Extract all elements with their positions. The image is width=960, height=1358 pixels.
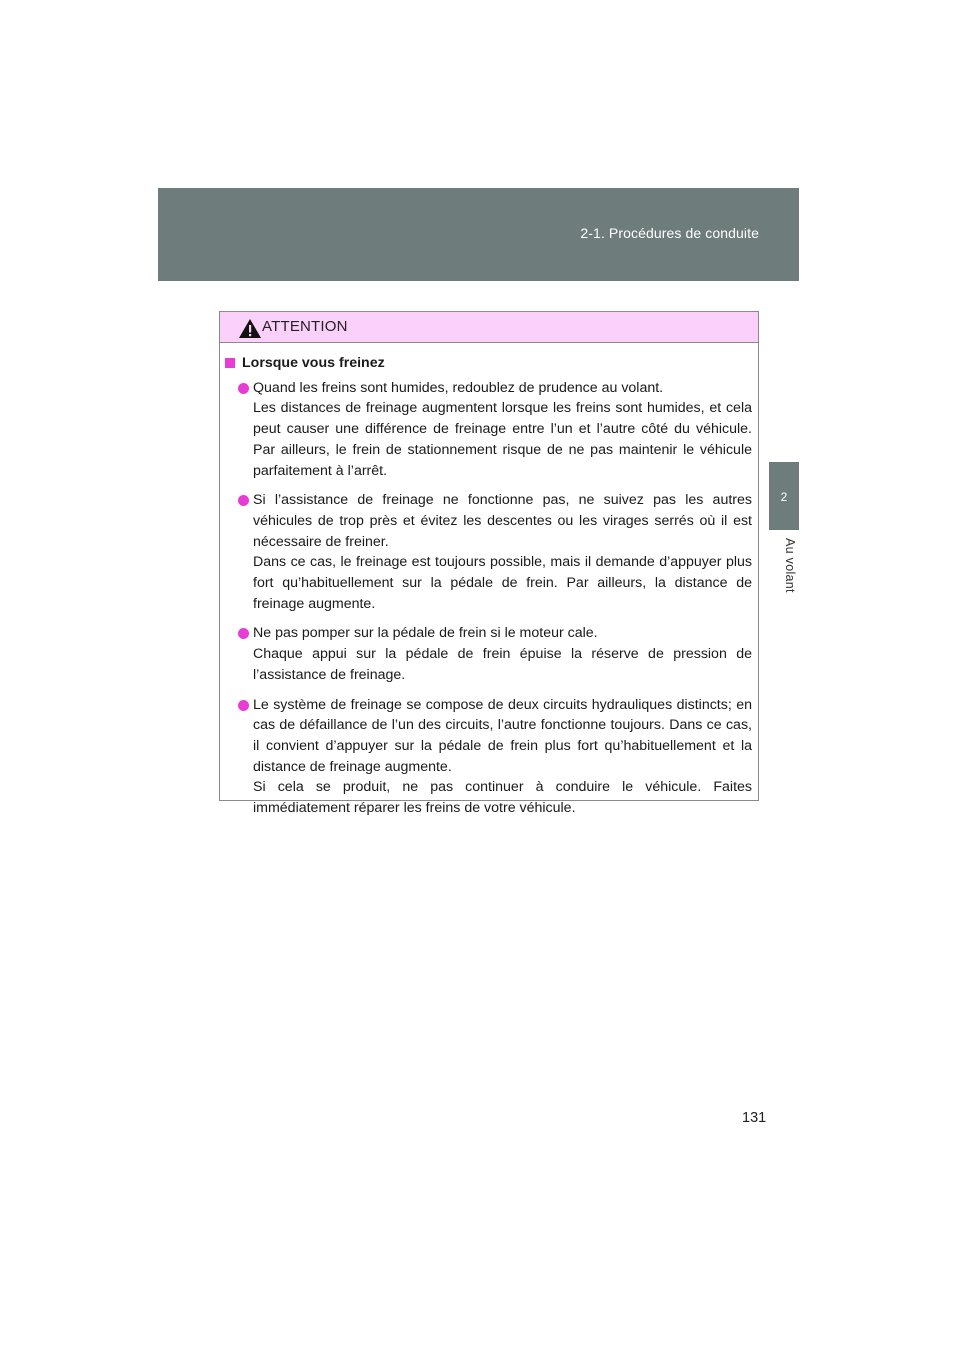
chapter-header-band	[158, 188, 799, 281]
circle-bullet-icon	[238, 628, 249, 639]
list-item	[225, 378, 752, 482]
list-item-line: Si l’assistance de freinage ne fonctionne pas, ne suivez pas les autres véhicules de trop près et évitez les descentes ou les virages serrés où il est nécessaire de freiner.	[253, 492, 752, 550]
chapter-side-tab	[769, 462, 799, 530]
circle-bullet-icon	[238, 383, 249, 394]
warning-triangle-icon	[238, 318, 262, 339]
chapter-header-title: 2-1. Procédures de conduite	[580, 225, 759, 241]
list-item-line: Ne pas pomper sur la pédale de frein si le moteur cale.	[253, 625, 598, 642]
list-item-line: Le système de freinage se compose de deux circuits hydrauliques distincts; en cas de défaillance de l’un des circuits, l’autre fonctionne toujours. Dans ce cas, il convient d’appuyer sur la pédale de frein plus fort qu’habituellement et la distance de freinage augmente.	[253, 696, 752, 775]
circle-bullet-icon	[238, 495, 249, 506]
chapter-number: 2	[780, 490, 788, 504]
section-heading-text: Lorsque vous freinez	[242, 355, 385, 371]
caution-body	[220, 343, 758, 819]
list-item-line: Dans ce cas, le freinage est toujours possible, mais il demande d’appuyer plus fort qu’habituellement sur la pédale de frein. Par ailleurs, la distance de freinage augmente.	[253, 554, 752, 612]
list-item	[225, 490, 752, 614]
caution-box	[219, 311, 759, 817]
list-item-line: Chaque appui sur la pédale de frein épuise la réserve de pression de l’assistance de freinage.	[253, 646, 752, 683]
list-item-line: Quand les freins sont humides, redoublez de prudence au volant.	[253, 379, 664, 396]
circle-bullet-icon	[238, 700, 249, 711]
page-number: 131	[742, 1110, 767, 1126]
list-item	[225, 623, 752, 685]
chapter-side-label: Au volant	[783, 538, 797, 593]
section-heading	[225, 353, 752, 374]
caution-header	[220, 312, 758, 343]
caution-title: ATTENTION	[262, 318, 348, 335]
list-item-line: Les distances de freinage augmentent lorsque les freins sont humides, et cela peut causer une différence de freinage entre l’un et l’autre côté du véhicule. Par ailleurs, le frein de stationnement risque de ne pas maintenir le véhicule parfaitement à l’arrêt.	[253, 400, 752, 479]
list-item-line: Si cela se produit, ne pas continuer à conduire le véhicule. Faites immédiatement réparer les freins de votre véhicule.	[253, 779, 752, 817]
list-item	[225, 695, 752, 819]
square-bullet-icon	[225, 358, 235, 368]
